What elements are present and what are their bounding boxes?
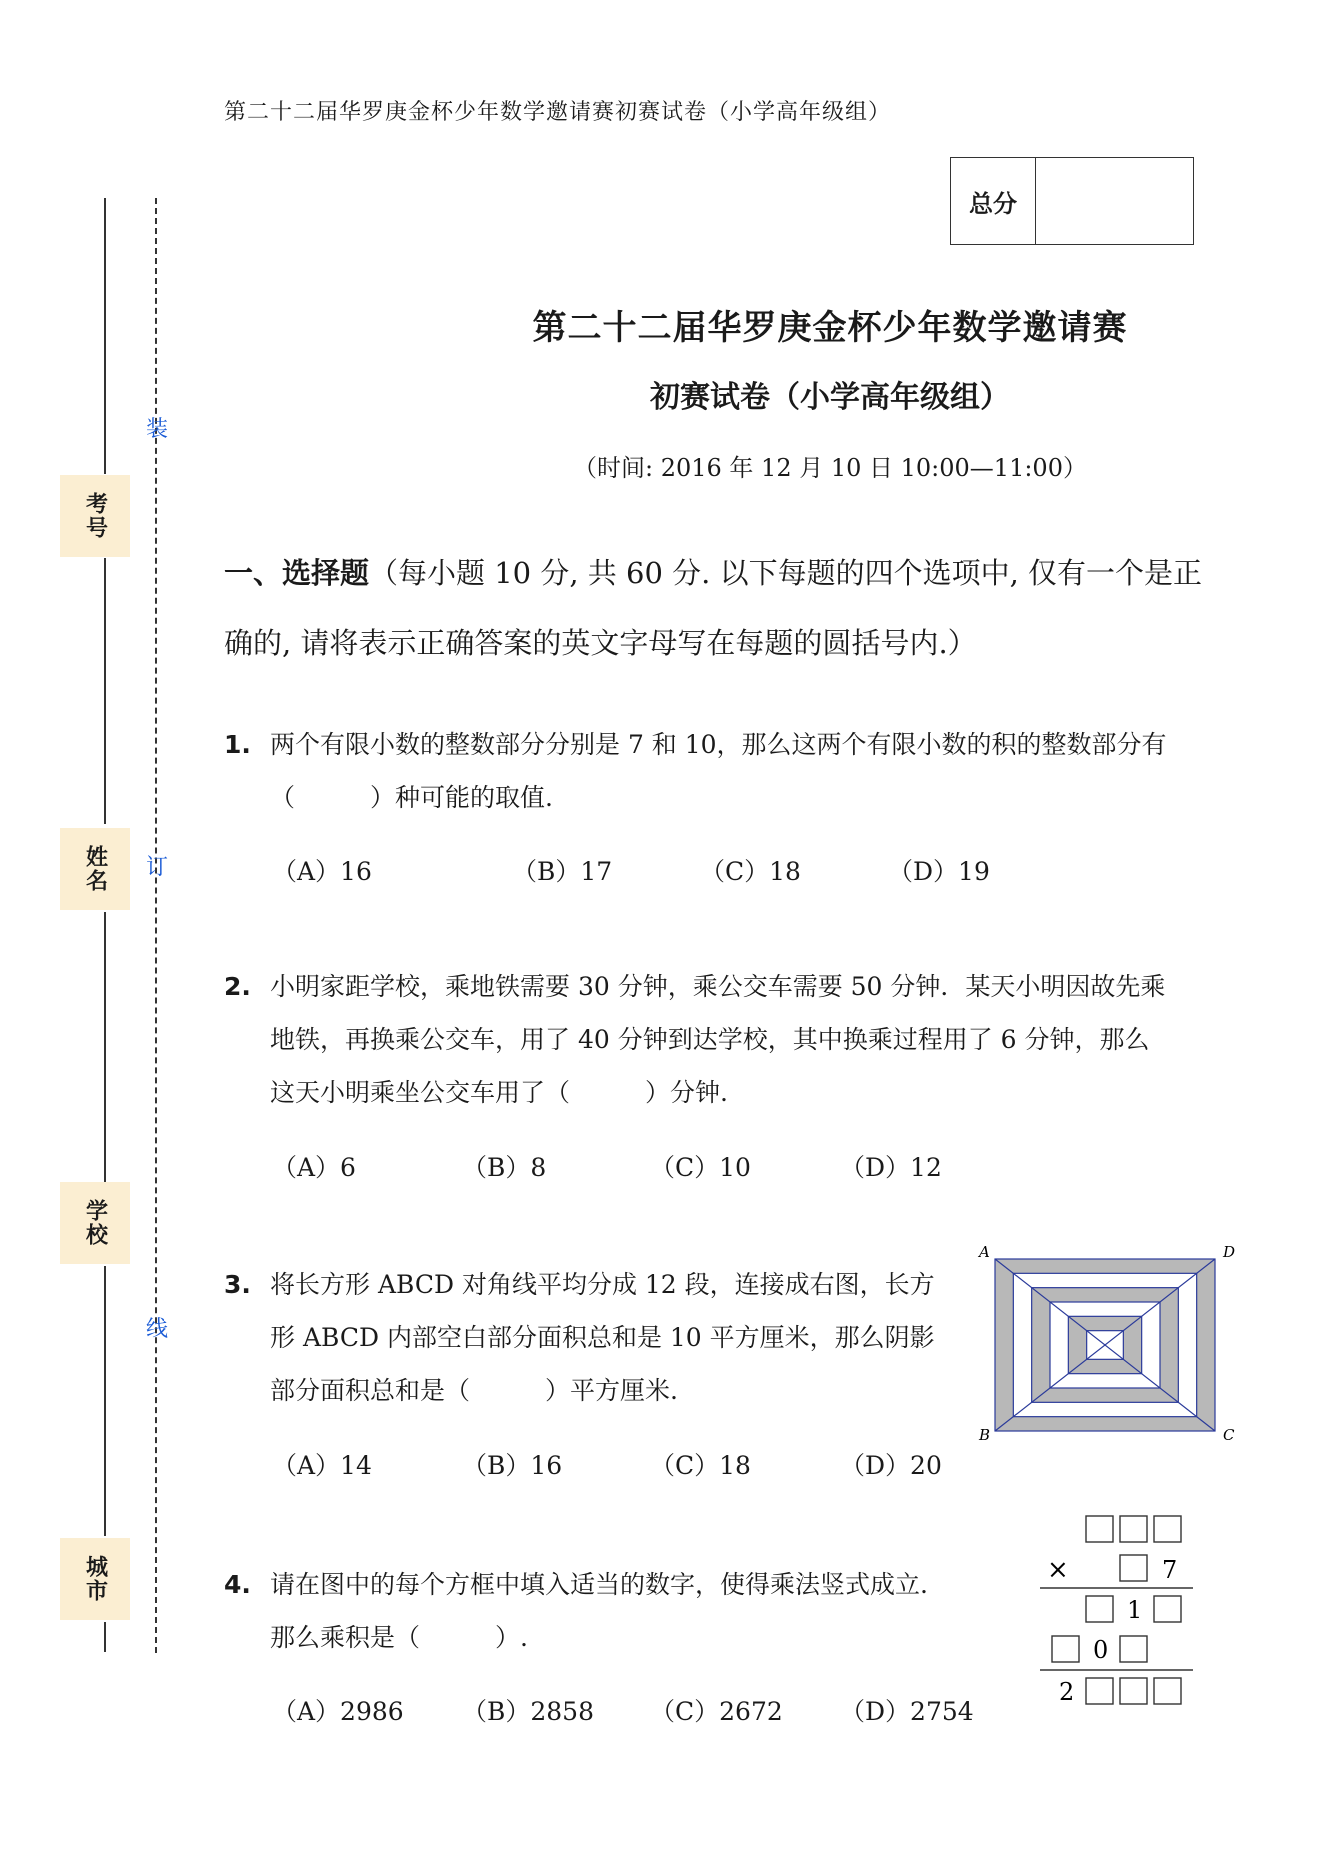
section-instructions: （每小题 10 分, 共 60 分. 以下每题的四个选项中, 仅有一个是正确的, 请将表示正确答案的英文字母写在每题的圆括号内.）	[224, 556, 1203, 660]
binding-rule	[104, 912, 106, 1182]
question-text-line: 这天小明乘坐公交车用了（ ）分钟.	[270, 1078, 728, 1107]
digit-box[interactable]	[1154, 1678, 1181, 1704]
times-sign: ×	[1047, 1555, 1069, 1585]
rectangle-diagram	[975, 1245, 1245, 1445]
digit-box[interactable]	[1120, 1516, 1147, 1542]
question-text-line: 部分面积总和是（ ）平方厘米.	[270, 1376, 678, 1405]
exam-number-field[interactable]: 考号	[60, 475, 130, 557]
vertex-d-label: D	[1223, 1245, 1236, 1261]
binding-rule	[104, 558, 106, 824]
question-1	[224, 718, 1224, 824]
digit-box[interactable]	[1154, 1596, 1181, 1622]
multiplication-diagram	[1035, 1512, 1205, 1712]
option-d[interactable]: （D）2754	[840, 1697, 974, 1726]
digit-box[interactable]	[1120, 1678, 1147, 1704]
option-a[interactable]: （A）6	[272, 1153, 356, 1182]
digit-box[interactable]	[1086, 1596, 1113, 1622]
digit-box[interactable]	[1154, 1516, 1181, 1542]
question-4	[224, 1558, 1024, 1664]
option-b[interactable]: （B）17	[512, 857, 613, 886]
binding-rule	[104, 1622, 106, 1652]
digit-box[interactable]	[1120, 1636, 1147, 1662]
binding-rule	[104, 1266, 106, 1536]
digit-2: 2	[1059, 1678, 1075, 1706]
section-title: 一、选择题	[224, 556, 370, 590]
vertex-c-label: C	[1223, 1426, 1235, 1444]
question-number: 1.	[224, 730, 251, 759]
vertex-b-label: B	[979, 1426, 991, 1444]
question-text-line: 地铁，再换乘公交车，用了 40 分钟到达学校，其中换乘过程用了 6 分钟，那么	[270, 1025, 1150, 1054]
option-a[interactable]: （A）14	[272, 1451, 372, 1480]
option-b[interactable]: （B）8	[462, 1153, 547, 1182]
binding-mark: 装	[146, 417, 169, 442]
digit-box[interactable]	[1086, 1678, 1113, 1704]
page-title: 第二十二届华罗庚金杯少年数学邀请赛	[532, 308, 1128, 348]
digit-box[interactable]	[1120, 1555, 1147, 1581]
option-b[interactable]: （B）16	[462, 1451, 563, 1480]
exam-time: （时间: 2016 年 12 月 10 日 10:00—11:00）	[573, 454, 1087, 482]
page-subtitle: 初赛试卷（小学高年级组）	[650, 380, 1010, 415]
section-heading	[224, 538, 1224, 678]
total-score-field[interactable]	[1036, 158, 1193, 244]
question-number: 2.	[224, 972, 251, 1001]
running-header: 第二十二届华罗庚金杯少年数学邀请赛初赛试卷（小学高年级组）	[224, 100, 892, 125]
option-a[interactable]: （A）2986	[272, 1697, 404, 1726]
option-c[interactable]: （C）2672	[650, 1697, 783, 1726]
option-d[interactable]: （D）12	[840, 1153, 942, 1182]
school-field[interactable]: 学校	[60, 1182, 130, 1264]
name-field[interactable]: 姓名	[60, 828, 130, 910]
total-score-label: 总分	[951, 158, 1036, 244]
question-text-line: （ ）种可能的取值.	[270, 783, 553, 812]
question-text-line: 将长方形 ABCD 对角线平均分成 12 段，连接成右图，长方	[270, 1270, 935, 1299]
total-score-box	[950, 157, 1194, 245]
question-number: 4.	[224, 1570, 251, 1599]
city-field[interactable]: 城市	[60, 1538, 130, 1620]
digit-box[interactable]	[1052, 1636, 1079, 1662]
digit-7: 7	[1162, 1556, 1178, 1584]
binding-mark: 订	[146, 855, 169, 880]
option-d[interactable]: （D）20	[840, 1451, 942, 1480]
binding-rule	[104, 198, 106, 474]
vertex-a-label: A	[979, 1245, 990, 1261]
option-c[interactable]: （C）18	[650, 1451, 751, 1480]
question-text-line: 两个有限小数的整数部分分别是 7 和 10，那么这两个有限小数的积的整数部分有	[270, 730, 1167, 759]
question-number: 3.	[224, 1270, 251, 1299]
digit-box[interactable]	[1086, 1516, 1113, 1542]
question-text-line: 形 ABCD 内部空白部分面积总和是 10 平方厘米，那么阴影	[270, 1323, 935, 1352]
question-text-line: 小明家距学校，乘地铁需要 30 分钟，乘公交车需要 50 分钟．某天小明因故先乘	[270, 972, 1166, 1001]
question-2	[224, 960, 1224, 1119]
binding-mark: 线	[146, 1317, 169, 1342]
digit-1: 1	[1127, 1596, 1143, 1624]
option-a[interactable]: （A）16	[272, 857, 372, 886]
question-text-line: 请在图中的每个方框中填入适当的数字，使得乘法竖式成立.	[270, 1570, 928, 1599]
question-3	[224, 1258, 984, 1417]
option-c[interactable]: （C）18	[700, 857, 801, 886]
option-b[interactable]: （B）2858	[462, 1697, 594, 1726]
option-d[interactable]: （D）19	[888, 857, 990, 886]
option-c[interactable]: （C）10	[650, 1153, 751, 1182]
digit-0: 0	[1093, 1636, 1109, 1664]
question-text-line: 那么乘积是（ ）.	[270, 1623, 528, 1652]
